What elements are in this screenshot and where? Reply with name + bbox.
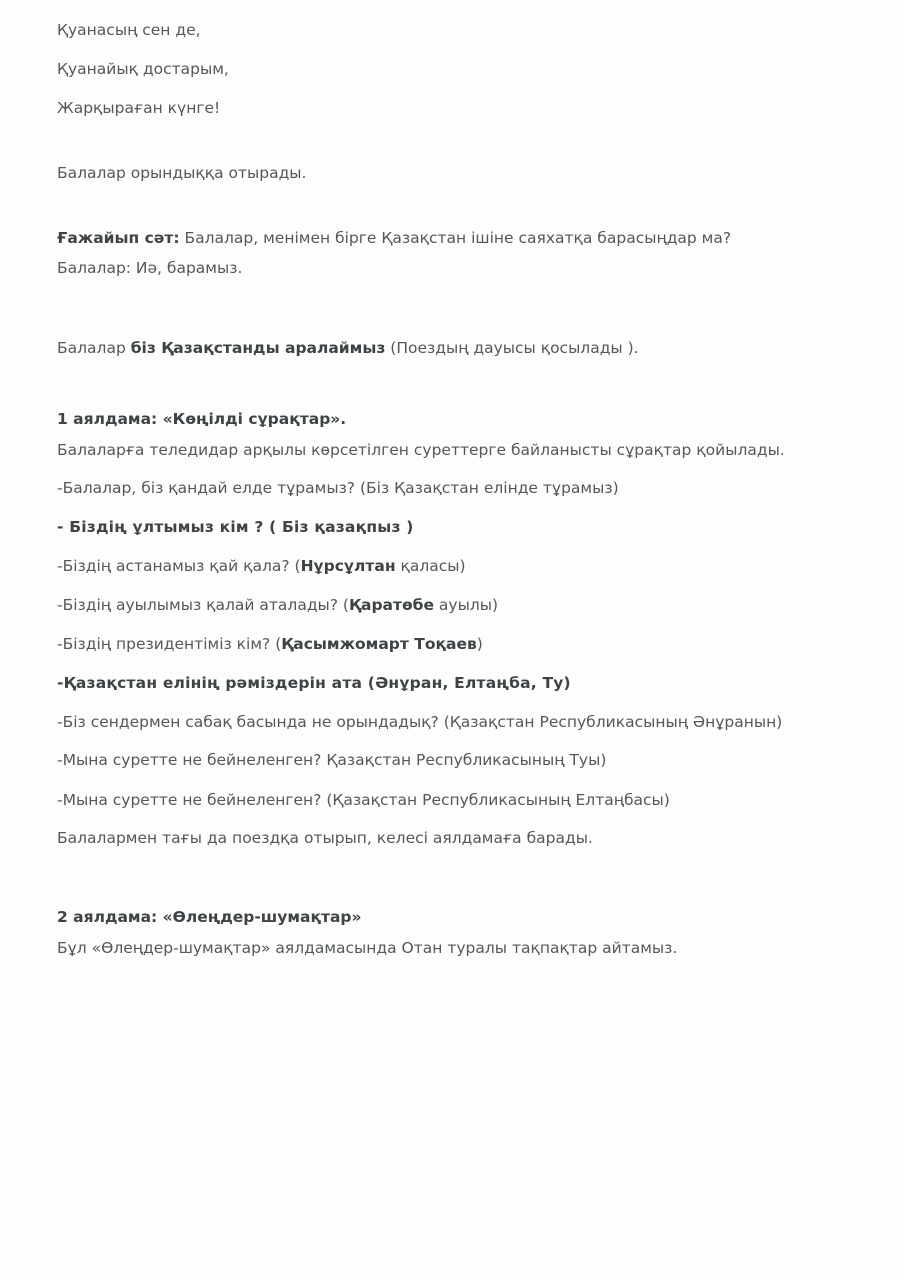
answer-capital: Нұрсұлтан [300,557,396,576]
question-country: -Балалар, біз қандай елде тұрамыз? (Біз Қазақстан елінде тұрамыз) [57,478,619,497]
speaker-label-magic-moment: Ғажайып сәт: [57,229,180,248]
travel-announcement-highlight: біз Қазақстанды аралаймыз [130,338,386,357]
station-2-heading: 2 аялдама: «Өлеңдер-шумақтар» [57,907,362,926]
question-village [57,593,844,618]
question-village-prefix: -Біздің ауылымыз қалай аталады? ( [57,596,349,615]
spacer [57,121,844,161]
spacer [57,657,844,671]
question-nationality: - Біздің ұлтымыз кім ? ( Біз қазақпыз ) [57,517,414,536]
station-1-heading: 1 аялдама: «Көңілді сұрақтар». [57,409,347,428]
spacer [57,43,844,57]
dialogue-magic-moment-text: Балалар, менімен бірге Қазақстан ішіне саяхатқа барасыңдар ма? [179,229,732,248]
question-president-prefix: -Біздің президентіміз кім? ( [57,635,282,654]
question-capital-suffix: қаласы) [395,557,466,576]
dialogue-children-reply: Балалар: Иә, барамыз. [57,259,243,278]
station-1-description: Балаларға теледидар арқылы көрсетілген суреттерге байланысты сұрақтар қойылады. [57,440,785,459]
spacer [57,891,844,905]
travel-announcement-prefix: Балалар [57,338,131,357]
spacer [57,579,844,593]
spacer [57,501,844,515]
stage-direction-sit: Балалар орындыққа отырады. [57,164,307,183]
question-capital-prefix: -Біздің астанамыз қай қала? ( [57,557,301,576]
spacer [57,82,844,96]
question-emblem: -Мына суретте не бейнеленген? (Қазақстан Республикасының Елтаңбасы) [57,790,670,809]
spacer [57,618,844,632]
document-body [57,18,844,960]
question-symbols: -Қазақстан елінің рәміздерін ата (Әнұран, Елтаңба, Ту) [57,674,571,693]
spacer [57,734,844,748]
poem-line-3: Жарқыраған күнге! [57,99,221,118]
spacer [57,186,844,226]
question-capital [57,554,844,579]
spacer [57,322,844,336]
question-president [57,632,844,657]
dialogue-magic-moment [57,226,844,250]
answer-president: Қасымжомарт Тоқаев [281,635,477,654]
poem-line-1: Қуанасың сен де, [57,21,201,39]
station-2-description: Бұл «Өлеңдер-шумақтар» аялдамасында Отан туралы тақпақтар айтамыз. [57,938,678,957]
spacer [57,812,844,826]
spacer [57,540,844,554]
spacer [57,696,844,710]
question-anthem: -Біз сендермен сабақ басында не орындадық? (Қазақстан Республикасының Әнұранын) [57,713,783,732]
question-flag: -Мына суретте не бейнеленген? Қазақстан Республикасының Туы) [57,751,607,770]
travel-announcement-suffix: (Поездың дауысы қосылады ). [385,338,639,357]
spacer [57,851,844,891]
question-president-suffix: ) [476,635,483,654]
answer-village: Қаратөбе [348,596,434,615]
transition-next-station: Балалармен тағы да поездқа отырып, келесі аялдамаға барады. [57,828,593,847]
spacer [57,282,844,322]
spacer [57,361,844,401]
question-village-suffix: ауылы) [433,596,499,615]
travel-announcement [57,336,844,361]
spacer [57,462,844,476]
spacer [57,774,844,788]
poem-line-2: Қуанайық достарым, [57,60,229,79]
